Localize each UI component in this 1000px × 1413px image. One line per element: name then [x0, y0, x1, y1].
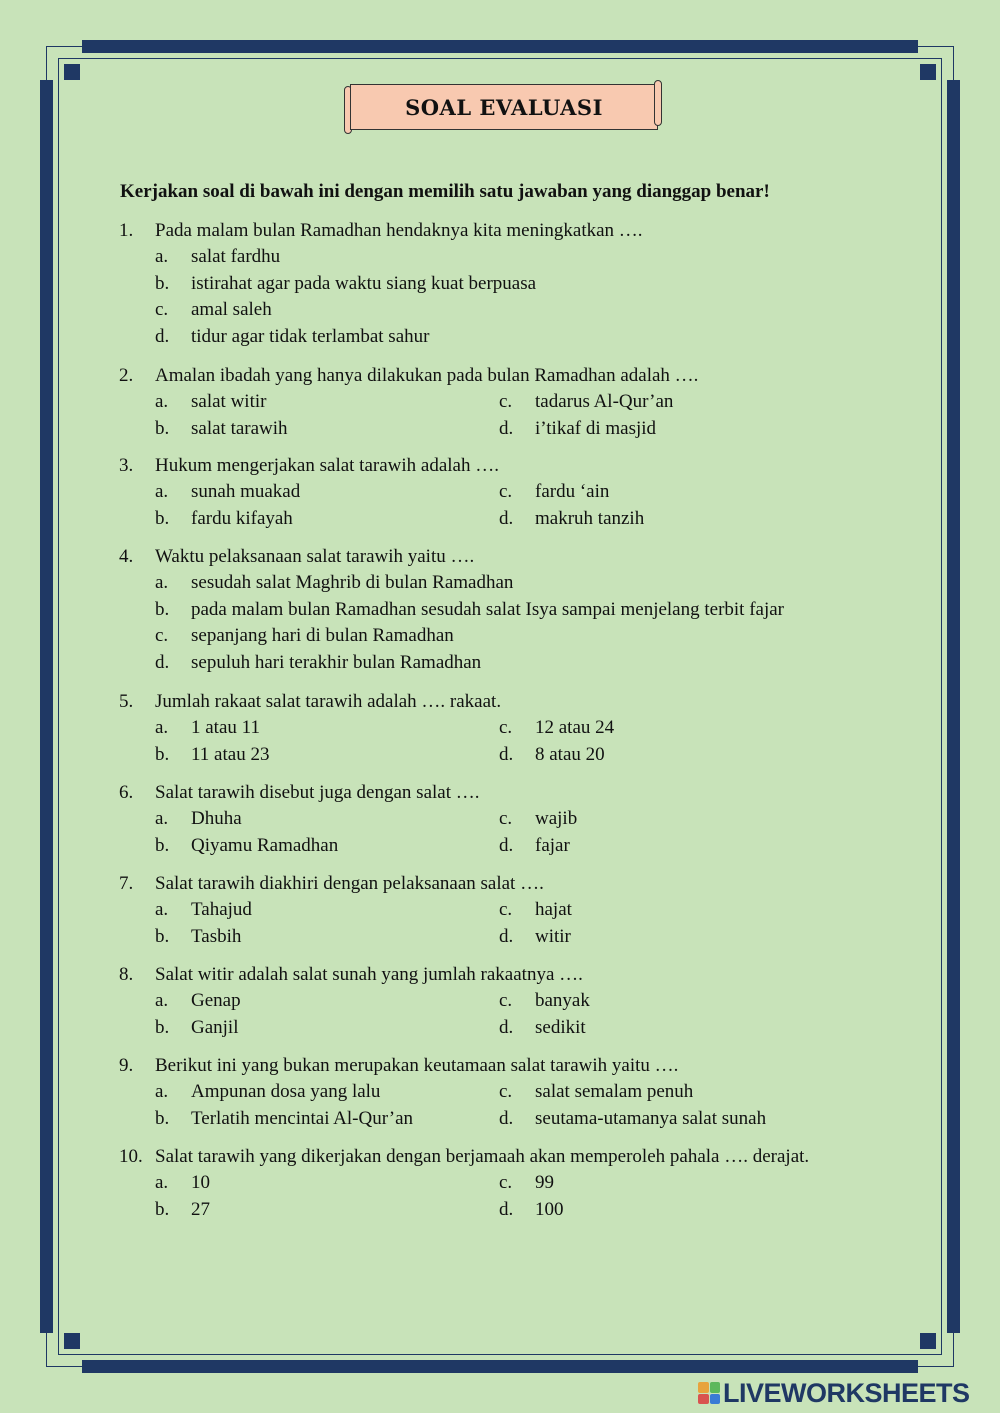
frame-corner-bl — [64, 1333, 80, 1349]
option-letter: c. — [155, 299, 169, 321]
option-text: fajar — [535, 834, 570, 856]
frame-corner-br — [920, 1333, 936, 1349]
option-letter: c. — [499, 1081, 513, 1102]
option-letter: c. — [499, 899, 513, 920]
question-9 — [119, 1052, 899, 1132]
question-2 — [119, 362, 899, 442]
question-number: 6. — [119, 782, 134, 803]
frame-corner-tr — [920, 64, 936, 80]
option-letter: c. — [499, 481, 513, 502]
instruction-text: Kerjakan soal di bawah ini dengan memilih satu jawaban yang dianggap benar! — [120, 181, 770, 202]
option-letter: b. — [155, 834, 170, 856]
option-letter: d. — [499, 1016, 514, 1038]
option-letter: a. — [155, 246, 169, 267]
option-letter: b. — [155, 743, 170, 765]
option-row — [119, 597, 899, 624]
option-text: 100 — [535, 1198, 564, 1220]
question-number: 5. — [119, 691, 134, 712]
option-row — [119, 479, 899, 506]
option-text: salat semalam penuh — [535, 1081, 694, 1102]
option-text: banyak — [535, 990, 590, 1011]
question-text: Salat witir adalah salat sunah yang jumlah rakaatnya …. — [155, 964, 583, 985]
option-text: 11 atau 23 — [191, 743, 270, 765]
option-row — [119, 833, 899, 860]
option-letter: b. — [155, 925, 170, 947]
question-text: Waktu pelaksanaan salat tarawih yaitu …. — [155, 546, 475, 567]
question-3 — [119, 452, 899, 532]
option-text: amal saleh — [191, 299, 272, 321]
question-stem — [119, 870, 899, 897]
option-text: sedikit — [535, 1016, 586, 1038]
question-stem — [119, 217, 899, 244]
question-text: Salat tarawih diakhiri dengan pelaksanaan salat …. — [155, 873, 544, 894]
question-text: Salat tarawih disebut juga dengan salat …. — [155, 782, 480, 803]
option-text: tadarus Al-Qur’an — [535, 391, 674, 412]
question-text: Berikut ini yang bukan merupakan keutamaan salat tarawih yaitu …. — [155, 1055, 679, 1076]
option-row — [119, 1015, 899, 1042]
option-text: makruh tanzih — [535, 507, 645, 529]
option-text: i’tikaf di masjid — [535, 417, 657, 439]
question-number: 9. — [119, 1055, 134, 1076]
option-letter: b. — [155, 1198, 170, 1220]
option-row — [119, 416, 899, 443]
option-row — [119, 650, 899, 677]
option-letter: d. — [499, 507, 514, 529]
question-6 — [119, 779, 899, 859]
option-text: witir — [535, 925, 571, 947]
option-letter: a. — [155, 808, 169, 829]
question-7 — [119, 870, 899, 950]
option-row — [119, 715, 899, 742]
option-letter: d. — [499, 925, 514, 947]
option-letter: d. — [499, 834, 514, 856]
option-row — [119, 742, 899, 769]
option-row — [119, 244, 899, 271]
option-row — [119, 988, 899, 1015]
option-letter: a. — [155, 1081, 169, 1102]
option-letter: b. — [155, 1016, 170, 1038]
option-letter: d. — [499, 1198, 514, 1220]
option-text: fardu kifayah — [191, 507, 293, 529]
option-letter: d. — [499, 1107, 514, 1129]
option-letter: a. — [155, 391, 169, 412]
question-text: Hukum mengerjakan salat tarawih adalah …. — [155, 455, 499, 476]
option-text: fardu ‘ain — [535, 481, 610, 502]
question-stem — [119, 1143, 899, 1170]
logo-letter-e — [710, 1394, 721, 1405]
question-1 — [119, 217, 899, 350]
liveworksheets-icon — [698, 1382, 720, 1404]
option-letter: c. — [155, 625, 169, 647]
question-stem — [119, 362, 899, 389]
option-text: Tasbih — [191, 925, 242, 947]
option-letter: b. — [155, 417, 170, 439]
option-row — [119, 570, 899, 597]
question-number: 1. — [119, 220, 134, 241]
option-letter: c. — [499, 990, 513, 1011]
question-8 — [119, 961, 899, 1041]
question-stem — [119, 1052, 899, 1079]
frame-corner-tl — [64, 64, 80, 80]
question-number: 3. — [119, 455, 134, 476]
option-text: salat witir — [191, 391, 267, 412]
option-text: Qiyamu Ramadhan — [191, 834, 339, 856]
option-row — [119, 389, 899, 416]
question-text: Jumlah rakaat salat tarawih adalah …. rakaat. — [155, 691, 502, 712]
option-letter: a. — [155, 717, 169, 738]
option-text: Tahajud — [191, 899, 252, 920]
question-10 — [119, 1143, 899, 1223]
option-letter: d. — [499, 417, 514, 439]
option-text: sunah muakad — [191, 481, 301, 502]
option-letter: a. — [155, 481, 169, 502]
option-row — [119, 1106, 899, 1133]
question-stem — [119, 961, 899, 988]
option-text: salat tarawih — [191, 417, 288, 439]
question-stem — [119, 779, 899, 806]
option-row — [119, 897, 899, 924]
logo-letter-l — [698, 1382, 709, 1393]
question-stem — [119, 543, 899, 570]
option-row — [119, 271, 899, 298]
option-text: seutama-utamanya salat sunah — [535, 1107, 767, 1129]
question-number: 4. — [119, 546, 134, 567]
option-letter: c. — [499, 717, 513, 738]
option-row — [119, 506, 899, 533]
option-text: pada malam bulan Ramadhan sesudah salat Isya sampai menjelang terbit fajar — [191, 598, 785, 620]
option-row — [119, 623, 899, 650]
question-5 — [119, 688, 899, 768]
option-letter: b. — [155, 507, 170, 529]
option-text: tidur agar tidak terlambat sahur — [191, 325, 430, 347]
option-text: Dhuha — [191, 808, 242, 829]
question-number: 2. — [119, 365, 134, 386]
option-letter: a. — [155, 990, 169, 1011]
option-row — [119, 1079, 899, 1106]
option-letter: d. — [155, 325, 170, 347]
option-letter: c. — [499, 1172, 513, 1193]
option-text: 8 atau 20 — [535, 743, 605, 765]
option-text: 27 — [191, 1198, 210, 1220]
option-text: Ampunan dosa yang lalu — [191, 1081, 381, 1102]
option-text: Ganjil — [191, 1016, 239, 1038]
option-letter: d. — [155, 651, 170, 673]
option-text: 10 — [191, 1172, 210, 1193]
question-number: 7. — [119, 873, 134, 894]
question-4 — [119, 543, 899, 676]
question-text: Salat tarawih yang dikerjakan dengan berjamaah akan memperoleh pahala …. derajat. — [155, 1146, 810, 1167]
option-text: sesudah salat Maghrib di bulan Ramadhan — [191, 572, 514, 593]
option-text: Terlatih mencintai Al-Qur’an — [191, 1107, 414, 1129]
option-row — [119, 924, 899, 951]
option-letter: a. — [155, 899, 169, 920]
option-text: istirahat agar pada waktu siang kuat berpuasa — [191, 272, 537, 294]
option-text: hajat — [535, 899, 572, 920]
option-letter: b. — [155, 272, 170, 294]
option-letter: a. — [155, 572, 169, 593]
option-text: salat fardhu — [191, 246, 281, 267]
option-letter: b. — [155, 598, 170, 620]
question-stem — [119, 688, 899, 715]
option-text: sepanjang hari di bulan Ramadhan — [191, 625, 454, 647]
option-row — [119, 806, 899, 833]
liveworksheets-wordmark: LIVEWORKSHEETS — [723, 1377, 970, 1408]
question-text: Amalan ibadah yang hanya dilakukan pada bulan Ramadhan adalah …. — [155, 365, 699, 386]
option-text: sepuluh hari terakhir bulan Ramadhan — [191, 651, 482, 673]
option-row — [119, 1170, 899, 1197]
option-text: 12 atau 24 — [535, 717, 615, 738]
option-letter: a. — [155, 1172, 169, 1193]
option-letter: d. — [499, 743, 514, 765]
option-letter: b. — [155, 1107, 170, 1129]
scroll-curl-right — [654, 80, 662, 126]
logo-letter-i — [710, 1382, 721, 1393]
option-text: wajib — [535, 808, 578, 829]
option-text: Genap — [191, 990, 241, 1011]
option-letter: c. — [499, 391, 513, 412]
logo-letter-v — [698, 1394, 709, 1405]
question-stem — [119, 452, 899, 479]
question-number: 10. — [119, 1146, 143, 1167]
title-banner — [344, 80, 662, 136]
option-text: 1 atau 11 — [191, 717, 260, 738]
question-number: 8. — [119, 964, 134, 985]
option-row — [119, 1197, 899, 1224]
option-row — [119, 324, 899, 351]
option-letter: c. — [499, 808, 513, 829]
page-title: SOAL EVALUASI — [350, 84, 658, 130]
option-text: 99 — [535, 1172, 554, 1193]
liveworksheets-logo — [698, 1378, 994, 1408]
option-row — [119, 297, 899, 324]
question-text: Pada malam bulan Ramadhan hendaknya kita meningkatkan …. — [155, 220, 643, 241]
